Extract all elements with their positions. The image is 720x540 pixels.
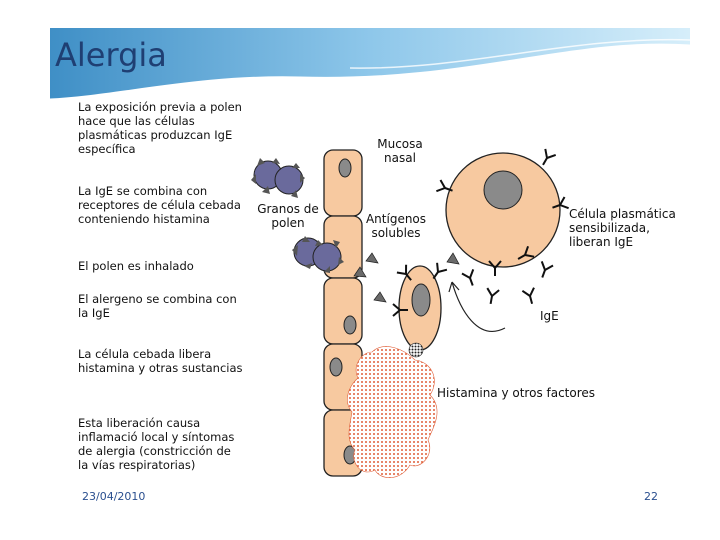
note-5: La célula cebada libera histamina y otras sustancias bbox=[78, 347, 243, 375]
plasma-cell bbox=[436, 149, 568, 267]
label-celula-plasmatica: Célula plasmática sensibilizada, liberan IgE bbox=[569, 207, 676, 249]
slide-title: Alergia bbox=[55, 36, 167, 74]
label-ige: IgE bbox=[540, 309, 559, 323]
note-4: El alergeno se combina con la IgE bbox=[78, 292, 237, 320]
note-2: La IgE se combina con receptores de célula cebada conteniendo histamina bbox=[78, 184, 241, 226]
label-granos-polen: Granos de polen bbox=[257, 202, 319, 230]
note-3: El polen es inhalado bbox=[78, 259, 194, 273]
label-mucosa-nasal: Mucosa nasal bbox=[377, 137, 423, 165]
note-6: Esta liberación causa inflamació local y síntomas de alergia (constricción de la vías respiratorias) bbox=[78, 416, 235, 472]
footer-page-number: 22 bbox=[644, 490, 658, 503]
ige-binding-arrow bbox=[452, 282, 505, 331]
label-histamina: Histamina y otros factores bbox=[437, 386, 596, 400]
label-antigenos-solubles: Antígenos solubles bbox=[365, 212, 427, 240]
note-1: La exposición previa a polen hace que las células plasmáticas produzcan IgE específica bbox=[78, 100, 242, 156]
footer-date: 23/04/2010 bbox=[82, 490, 146, 503]
mast-cell bbox=[393, 263, 447, 357]
histamine-release-cloud bbox=[347, 347, 437, 478]
